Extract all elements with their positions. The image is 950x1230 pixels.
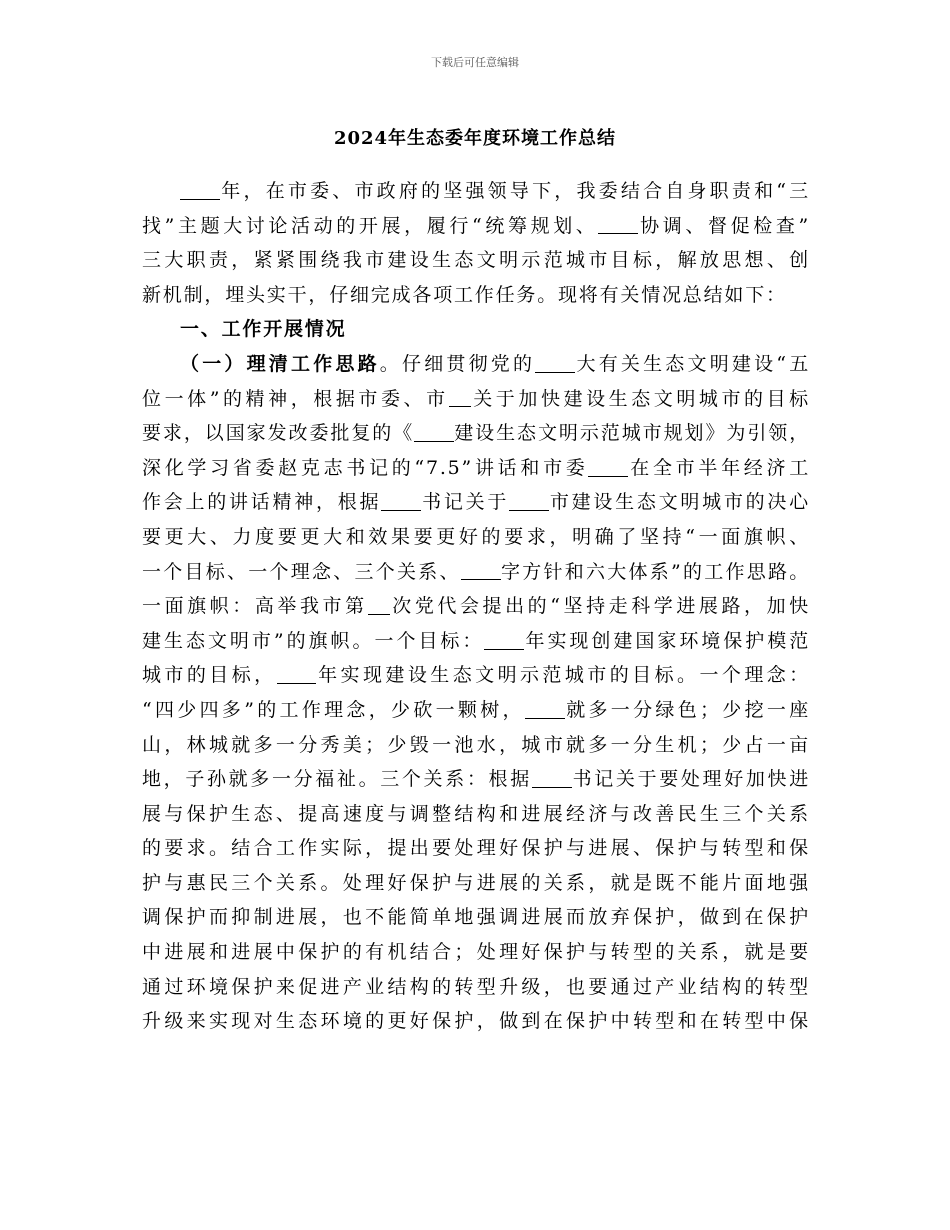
paragraph-1-line-4: 新机制，埋头实干，仔细完成各项工作任务。现将有关情况总结如下： bbox=[142, 283, 787, 306]
fill-blank bbox=[509, 491, 549, 511]
paragraph-2-line-11: “四少四多”的工作理念，少砍一颗树， 就多一分绿色；少挖一座 bbox=[142, 698, 810, 721]
paragraph-2-line-16: 护与惠民三个关系。处理好保护与进展的关系，就是既不能片面地强 bbox=[142, 871, 810, 894]
fill-blank bbox=[414, 422, 454, 442]
paragraph-1-line-2: 找”主题大讨论活动的开展，履行“统筹规划、 协调、督促检查” bbox=[142, 214, 810, 237]
fill-blank bbox=[532, 768, 572, 788]
paragraph-2-line-2: 位一体”的精神，根据市委、市 关于加快建设生态文明城市的目标 bbox=[142, 387, 810, 410]
paragraph-2-line-6: 要更大、力度要更大和效果要更好的要求，明确了坚持“一面旗帜、 bbox=[142, 525, 810, 548]
header-note: 下载后可任意编辑 bbox=[431, 56, 519, 69]
fill-blank bbox=[598, 214, 638, 234]
fill-blank bbox=[484, 630, 524, 650]
fill-blank bbox=[588, 457, 628, 477]
fill-blank bbox=[180, 180, 220, 200]
paragraph-2-line-19: 通过环境保护来促进产业结构的转型升级，也要通过产业结构的转型 bbox=[142, 975, 810, 998]
paragraph-2-line-14: 展与保护生态、提高速度与调整结构和进展经济与改善民生三个关系 bbox=[142, 802, 810, 825]
paragraph-2-line-3: 要求，以国家发改委批复的《 建设生态文明示范城市规划》为引领， bbox=[142, 422, 810, 445]
paragraph-2-line-10: 城市的目标， 年实现建设生态文明示范城市的目标。一个理念： bbox=[142, 664, 810, 687]
fill-blank bbox=[449, 387, 472, 407]
document-title: 2024年生态委年度环境工作总结 bbox=[333, 128, 617, 149]
paragraph-2-line-5: 作会上的讲话精神，根据 书记关于 市建设生态文明城市的决心 bbox=[142, 491, 810, 514]
fill-blank bbox=[277, 664, 317, 684]
document-body bbox=[142, 174, 810, 1039]
subsection-lead: （一）理清工作思路 bbox=[180, 352, 380, 375]
paragraph-2-line-20: 升级来实现对生态环境的更好保护，做到在保护中转型和在转型中保 bbox=[142, 1010, 810, 1033]
paragraph-2-line-1: （一）理清工作思路。仔细贯彻党的 大有关生态文明建设“五 bbox=[180, 352, 811, 375]
paragraph-2-line-17: 调保护而抑制进展，也不能简单地强调进展而放弃保护，做到在保护 bbox=[142, 906, 810, 929]
paragraph-1-line-3: 三大职责，紧紧围绕我市建设生态文明示范城市目标，解放思想、创 bbox=[142, 249, 810, 272]
paragraph-2-line-15: 的要求。结合工作实际，提出要处理好保护与进展、保护与转型和保 bbox=[142, 837, 810, 860]
paragraph-2-line-8: 一面旗帜：高举我市第 次党代会提出的“坚持走科学进展路，加快 bbox=[142, 595, 810, 618]
paragraph-2-line-9: 建生态文明市”的旗帜。一个目标： 年实现创建国家环境保护模范 bbox=[142, 629, 811, 652]
fill-blank bbox=[368, 595, 391, 615]
paragraph-2-line-13: 地，子孙就多一分福祉。三个关系：根据 书记关于要处理好加快进 bbox=[142, 768, 810, 791]
fill-blank bbox=[381, 491, 421, 511]
paragraph-2-line-18: 中进展和进展中保护的有机结合；处理好保护与转型的关系，就是要 bbox=[142, 941, 810, 964]
fill-blank bbox=[535, 353, 575, 373]
paragraph-2-line-7: 一个目标、一个理念、三个关系、 字方针和六大体系”的工作思路。 bbox=[142, 560, 810, 583]
paragraph-2-line-12: 山，林城就多一分秀美；少毁一池水，城市就多一分生机；少占一亩 bbox=[142, 733, 810, 756]
section-heading-1: 一、工作开展情况 bbox=[180, 318, 347, 341]
fill-blank bbox=[525, 699, 565, 719]
paragraph-2-line-4: 深化学习省委赵克志书记的“7.5”讲话和市委 在全市半年经济工 bbox=[142, 456, 810, 479]
fill-blank bbox=[461, 560, 501, 580]
paragraph-1-line-1: 年，在市委、市政府的坚强领导下，我委结合自身职责和“三 bbox=[142, 174, 810, 209]
